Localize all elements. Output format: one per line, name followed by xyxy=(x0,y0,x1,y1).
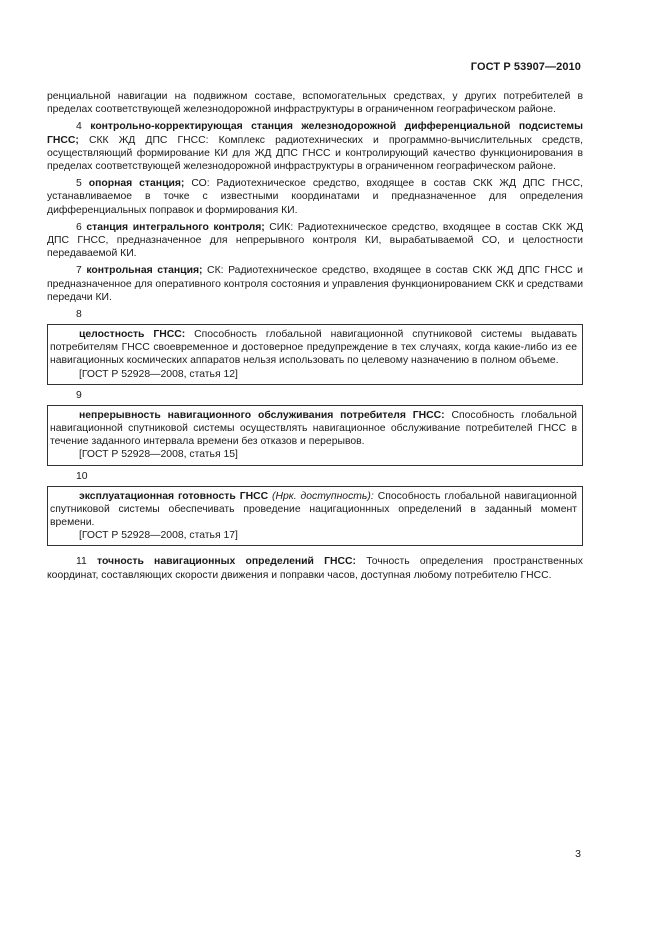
page-number: 3 xyxy=(575,848,581,860)
term-number: 7 xyxy=(76,265,82,277)
term-entry-10 xyxy=(50,490,577,530)
term-entry-7 xyxy=(47,264,583,304)
term-name: контрольная станция; xyxy=(86,265,203,277)
term-definition: Точность определения пространственных координат, составляющих скорости движения и поправки часов, доступная любому потребителю ГНСС. xyxy=(47,556,583,581)
term-name: точность навигационных определений ГНСС: xyxy=(97,556,357,568)
term-entry-5 xyxy=(47,177,583,217)
term-number-9: 9 xyxy=(76,389,82,401)
source-reference: [ГОСТ Р 52928—2008, статья 17] xyxy=(79,530,238,542)
term-entry-6 xyxy=(47,221,583,261)
term-name: станция интегрального контроля; xyxy=(86,221,265,233)
term-name: контрольно-корректирующая станция железнодорожной дифференциальной подсистемы ГНСС; xyxy=(47,121,583,146)
term-definition: СК: Радиотехническое средство, входящее в состав СКК ЖД ДПС ГНСС и предназначенное для оперативного контроля состояния и управления функционированием СКК и средствами передачи КИ. xyxy=(47,265,583,303)
term-entry-4 xyxy=(47,120,583,173)
term-entry-9 xyxy=(50,409,577,449)
term-definition: Способность глобальной навигационной спутниковой системы выдавать потребителям ГНСС своевременное и достоверное предупреждение в тех случаях, когда какие-либо из ее навигационных космических аппаратов нельзя использовать по целевому назначению в полном объеме. xyxy=(50,329,577,367)
term-number: 5 xyxy=(76,178,82,190)
term-name: эксплуатационная готовность ГНСС xyxy=(79,490,269,502)
term-number: 6 xyxy=(76,221,82,233)
term-definition: СКК ЖД ДПС ГНСС: Комплекс радиотехнических и программно-вычислительных средств, осуществляющий формирование КИ для ЖД ДПС ГНСС и контролирующий качество функционирования в пределах соответствующей железнодорожной инфраструктуры в ограниченном географическом районе. xyxy=(47,134,583,173)
source-reference: [ГОСТ Р 52928—2008, статья 15] xyxy=(79,449,238,461)
term-entry-8 xyxy=(50,328,577,368)
quoted-term-box-9 xyxy=(47,405,583,466)
document-body xyxy=(47,90,583,582)
term-number: 11 xyxy=(76,556,87,568)
source-reference: [ГОСТ Р 52928—2008, статья 12] xyxy=(79,368,238,380)
quoted-term-box-10 xyxy=(47,486,583,547)
term-definition: СО: Радиотехническое средство, входящее в состав СКК ЖД ДПС ГНСС, устанавливаемое в точке с известными координатами и предназначенное для определения дифференциальных поправок и формирования КИ. xyxy=(47,178,583,216)
term-definition: Способность глобальной навигационной спутниковой системы осуществлять навигационное обслуживание потребителей ГНСС в течение заданного интервала времени без отказов и перерывов. xyxy=(50,409,577,448)
term-name: непрерывность навигационного обслуживания потребителя ГНСС: xyxy=(79,409,445,421)
quoted-term-box-8 xyxy=(47,324,583,385)
term-definition: СИК: Радиотехническое средство, входящее в состав СКК ЖД ДПС ГНСС, предназначенное для непрерывного контроля КИ, вырабатываемой СО, и целостности передаваемой КИ. xyxy=(47,221,583,260)
term-number: 4 xyxy=(76,121,82,133)
term-number-8: 8 xyxy=(76,309,82,321)
intro-paragraph: ренциальной навигации на подвижном составе, вспомогательных средствах, у других потребителей в пределах соответствующей железнодорожной инфраструктуры в ограниченном географическом районе. xyxy=(47,91,583,116)
term-entry-11 xyxy=(47,555,583,581)
term-number-10: 10 xyxy=(76,470,88,482)
document-header: ГОСТ Р 53907—2010 xyxy=(470,61,581,73)
term-definition: Способность глобальной навигационной спутниковой системы обеспечивать проведение нацигационнных определений в заданный момент времени. xyxy=(50,490,577,529)
term-name: опорная станция; xyxy=(88,178,185,190)
term-deprecated-synonym: (Нрк. доступность): xyxy=(268,490,374,502)
term-name: целостность ГНСС: xyxy=(79,329,186,341)
